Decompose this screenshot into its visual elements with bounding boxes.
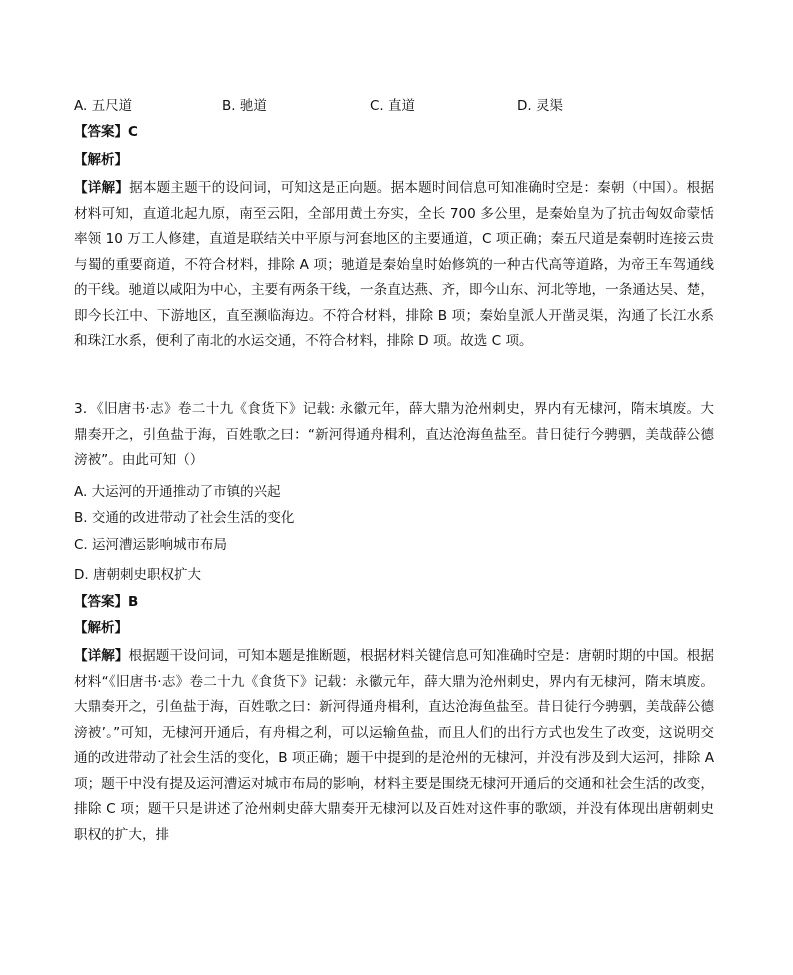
answer-tag: 【答案】 [74,124,128,140]
detail-text: 据本题主题干的设问词，可知这是正向题。据本题时间信息可知准确时空是：秦朝（中国）。根据材料可知，直道北起九原，南至云阳，全部用黄土夯实，全长 700 多公里，是秦始皇为了抗击匈奴命蒙恬率领 10 万工人修建，直道是联结关中平原与河套地区的主要通道，C 项正确；秦五尺道是秦朝时连接云贵与蜀的重要商道，不符合材料，排除 A 项；驰道是秦始皇时始修筑的一种古代高等道路，为帝王车驾通线的干线。驰道以咸阳为中心，主要有两条干线，一条直达燕、齐，即今山东、河北等地，一条通达吴、楚，即今长江中、下游地区，直至濒临海边。不符合材料，排除 B 项；秦始皇派人开凿灵渠，沟通了长江水系和珠江水系，便利了南北的水运交通，不符合材料，排除 D 项。故选 C 项。 [74,180,714,349]
q3-answer-line [74,592,714,612]
answer-value: B [128,594,139,610]
q3-stem: 3．《旧唐书·志》卷二十九《食货下》记载: 永徽元年，薛大鼎为沧州刺史，界内有无棣河，隋末填废。大鼎奏开之，引鱼盐于海，百姓歌之曰：“新河得通舟楫利，直达沧海鱼盐至。昔日徒行今骋驷，美哉薛公德滂被”。由此可知（） [74,401,714,468]
q3-detail-paragraph [74,644,714,848]
q3-option-a: A. 大运河的开通推动了市镇的兴起 [74,484,281,500]
q2-answer-line [74,122,714,142]
detail-text: 根据题干设问词，可知本题是推断题，根据材料关键信息可知准确时空是：唐朝时期的中国。根据材料“《旧唐书·志》卷二十九《食货下》记载：永徽元年，薛大鼎为沧州刺史，界内有无棣河，隋末填废。大鼎奏开之，引鱼盐于海，百姓歌之曰：新河得通舟楫利，直达沧海鱼盐至。昔日徒行今骋驷，美哉薛公德滂被’。”可知，无棣河开通后，有舟楫之利，可以运输鱼盐，而且人们的出行方式也发生了改变，这说明交通的改进带动了社会生活的变化，B 项正确；题干中提到的是沧州的无棣河，并没有涉及到大运河，排除 A 项；题干中没有提及运河漕运对城市布局的影响，材料主要是围绕无棣河开通后的交通和社会生活的改变，排除 C 项；题干只是讲述了沧州刺史薛大鼎奏开无棣河以及百姓对这件事的歌颂，并没有体现出唐朝刺史职权的扩大，排 [74,648,715,843]
q3-option-d: D. 唐朝刺史职权扩大 [74,567,201,583]
q2-option-d: D. 灵渠 [517,98,563,114]
detail-tag: 【详解】 [74,180,130,196]
q3-analysis-tag: 【解析】 [74,620,128,636]
q3-option-b: B. 交通的改进带动了社会生活的变化 [74,510,295,526]
answer-tag: 【答案】 [74,594,128,610]
detail-tag: 【详解】 [74,648,129,664]
answer-value: C [128,124,138,140]
q2-option-a: A. 五尺道 [74,98,133,114]
q2-option-c: C. 直道 [370,98,416,114]
q2-detail-paragraph [74,176,714,355]
q2-option-b: B. 驰道 [222,98,267,114]
q3-option-c: C. 运河漕运影响城市布局 [74,537,228,553]
q2-analysis-tag: 【解析】 [74,152,128,168]
